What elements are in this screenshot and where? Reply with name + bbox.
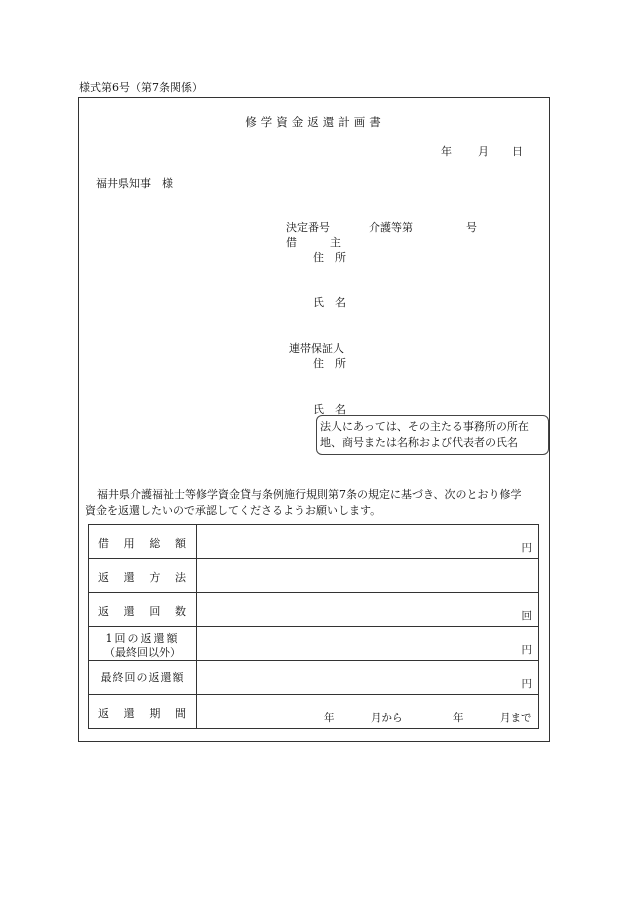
guarantor-label: 連帯保証人 (289, 342, 344, 355)
page-title: 修学資金返還計画書 (245, 115, 385, 129)
table-row (89, 695, 539, 729)
label-repayment-count: 返 還 回 数 (89, 593, 197, 627)
corporate-note-line1: 法人にあっては、その主たる事務所の所在 (320, 420, 529, 433)
table-row (89, 525, 539, 559)
decision-suffix: 号 (466, 221, 477, 234)
date-day: 日 (512, 145, 523, 158)
label-final-amount: 最終回の返還額 (89, 661, 197, 695)
borrower-address-label: 住 所 (313, 251, 346, 264)
table-row (89, 661, 539, 695)
repayment-table (88, 524, 539, 729)
body-text-line2: 資金を返還したいので承認してくださるようお願いします。 (85, 504, 382, 517)
body-text-line1: 福井県介護福祉士等修学資金貸与条例施行規則第7条の規定に基づき、次のとおり修学 (97, 488, 522, 501)
table-row (89, 627, 539, 661)
value-total-loan[interactable]: 円 (197, 525, 539, 559)
guarantor-name-label: 氏 名 (313, 403, 346, 416)
addressee: 福井県知事 様 (96, 177, 173, 190)
corporate-note-line2: 地、商号または名称および代表者の氏名 (320, 436, 518, 449)
period-year-end: 年 (453, 712, 464, 724)
value-installment-amount[interactable]: 円 (197, 627, 539, 661)
guarantor-address-label: 住 所 (313, 357, 346, 370)
table-row (89, 559, 539, 593)
label-total-loan: 借 用 総 額 (89, 525, 197, 559)
period-year-start: 年 (324, 712, 335, 724)
table-row (89, 593, 539, 627)
borrower-label: 借 主 (286, 236, 341, 249)
date-month: 月 (478, 145, 489, 158)
decision-prefix: 介護等第 (369, 221, 413, 234)
value-repayment-method[interactable] (197, 559, 539, 593)
borrower-name-label: 氏 名 (313, 296, 346, 309)
value-final-amount[interactable]: 円 (197, 661, 539, 695)
label-repayment-period: 返 還 期 間 (89, 695, 197, 729)
period-month-from: 月から (371, 712, 403, 724)
form-label: 様式第6号（第7条関係） (79, 81, 203, 94)
label-installment-amount: 1回の返還額 （最終回以外） (89, 627, 197, 661)
value-repayment-count[interactable]: 回 (197, 593, 539, 627)
decision-label: 決定番号 (286, 221, 330, 234)
period-month-to: 月まで (500, 712, 532, 724)
value-repayment-period[interactable] (197, 695, 539, 729)
date-year: 年 (441, 145, 452, 158)
label-repayment-method: 返 還 方 法 (89, 559, 197, 593)
